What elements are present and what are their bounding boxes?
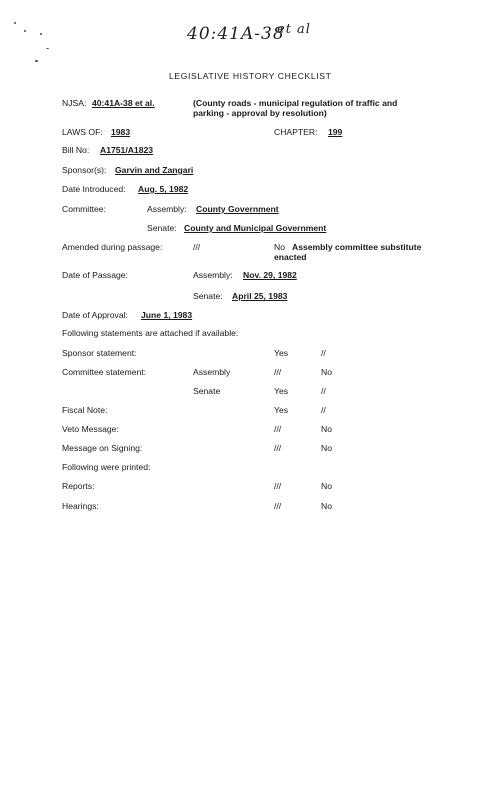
committee-statement-assembly-col1: /// [274,367,282,377]
sponsor-statement-col2: // [321,348,326,358]
printed-heading: Following were printed: [62,462,151,472]
njsa-value: 40:41A-38 et al. [92,98,155,108]
committee-statement-senate-label: Senate [193,386,221,396]
njsa-label: NJSA: [62,98,87,108]
hearings-col2: No [321,501,332,511]
committee-statement-label: Committee statement: [62,367,147,377]
bill-no-label: Bill No: [62,145,90,155]
message-on-signing-col2: No [321,443,332,453]
scan-speck [40,33,42,35]
passage-assembly-value: Nov. 29, 1982 [243,270,297,280]
scan-speck [46,48,49,49]
fiscal-note-label: Fiscal Note: [62,405,108,415]
committee-senate-label: Senate: [147,223,177,233]
handwritten-citation: 40:41A-38 [187,24,285,44]
fiscal-note-col1: Yes [274,405,289,415]
date-introduced-label: Date Introduced: [62,184,126,194]
committee-statement-senate-col2: // [321,386,326,396]
message-on-signing-col1: /// [274,443,282,453]
laws-of-label: LAWS OF: [62,127,103,137]
reports-col2: No [321,481,332,491]
passage-assembly-label: Assembly: [193,270,233,280]
amended-no: No [274,242,285,252]
date-of-approval-label: Date of Approval: [62,310,128,320]
scan-speck [14,22,16,24]
message-on-signing-label: Message on Signing: [62,443,143,453]
committee-assembly-value: County Government [196,204,279,214]
sponsors-value: Garvin and Zangari [115,165,194,175]
scan-speck [24,30,26,32]
scan-speck [35,60,38,62]
committee-label: Committee: [62,204,106,214]
reports-label: Reports: [62,481,95,491]
chapter-value: 199 [328,127,343,137]
handwritten-suffix: et al [277,22,311,37]
bill-no-value: A1751/A1823 [100,145,154,155]
fiscal-note-col2: // [321,405,326,415]
committee-statement-senate-col1: Yes [274,386,289,396]
reports-col1: /// [274,481,282,491]
page-title: LEGISLATIVE HISTORY CHECKLIST [169,71,332,81]
veto-message-label: Veto Message: [62,424,119,434]
sponsors-label: Sponsor(s): [62,165,107,175]
amended-note-line1: Assembly committee substitute [292,242,422,252]
amended-marks: /// [193,242,201,252]
laws-of-value: 1983 [111,127,131,137]
passage-senate-value: April 25, 1983 [232,291,288,301]
sponsor-statement-col1: Yes [274,348,289,358]
committee-senate-value: County and Municipal Government [184,223,327,233]
hearings-col1: /// [274,501,282,511]
committee-statement-assembly-col2: No [321,367,332,377]
amended-note-line2: enacted [274,252,307,262]
committee-statement-assembly-label: Assembly [193,367,231,377]
hearings-label: Hearings: [62,501,99,511]
date-of-passage-label: Date of Passage: [62,270,128,280]
passage-senate-label: Senate: [193,291,223,301]
amended-label: Amended during passage: [62,242,163,252]
veto-message-col2: No [321,424,332,434]
date-introduced-value: Aug. 5, 1982 [138,184,189,194]
date-of-approval-value: June 1, 1983 [141,310,193,320]
njsa-description-line1: (County roads - municipal regulation of traffic and [193,98,398,108]
statements-heading: Following statements are attached if available: [62,328,239,338]
njsa-description-line2: parking - approval by resolution) [193,108,327,118]
committee-assembly-label: Assembly: [147,204,187,214]
sponsor-statement-label: Sponsor statement: [62,348,137,358]
veto-message-col1: /// [274,424,282,434]
chapter-label: CHAPTER: [274,127,318,137]
